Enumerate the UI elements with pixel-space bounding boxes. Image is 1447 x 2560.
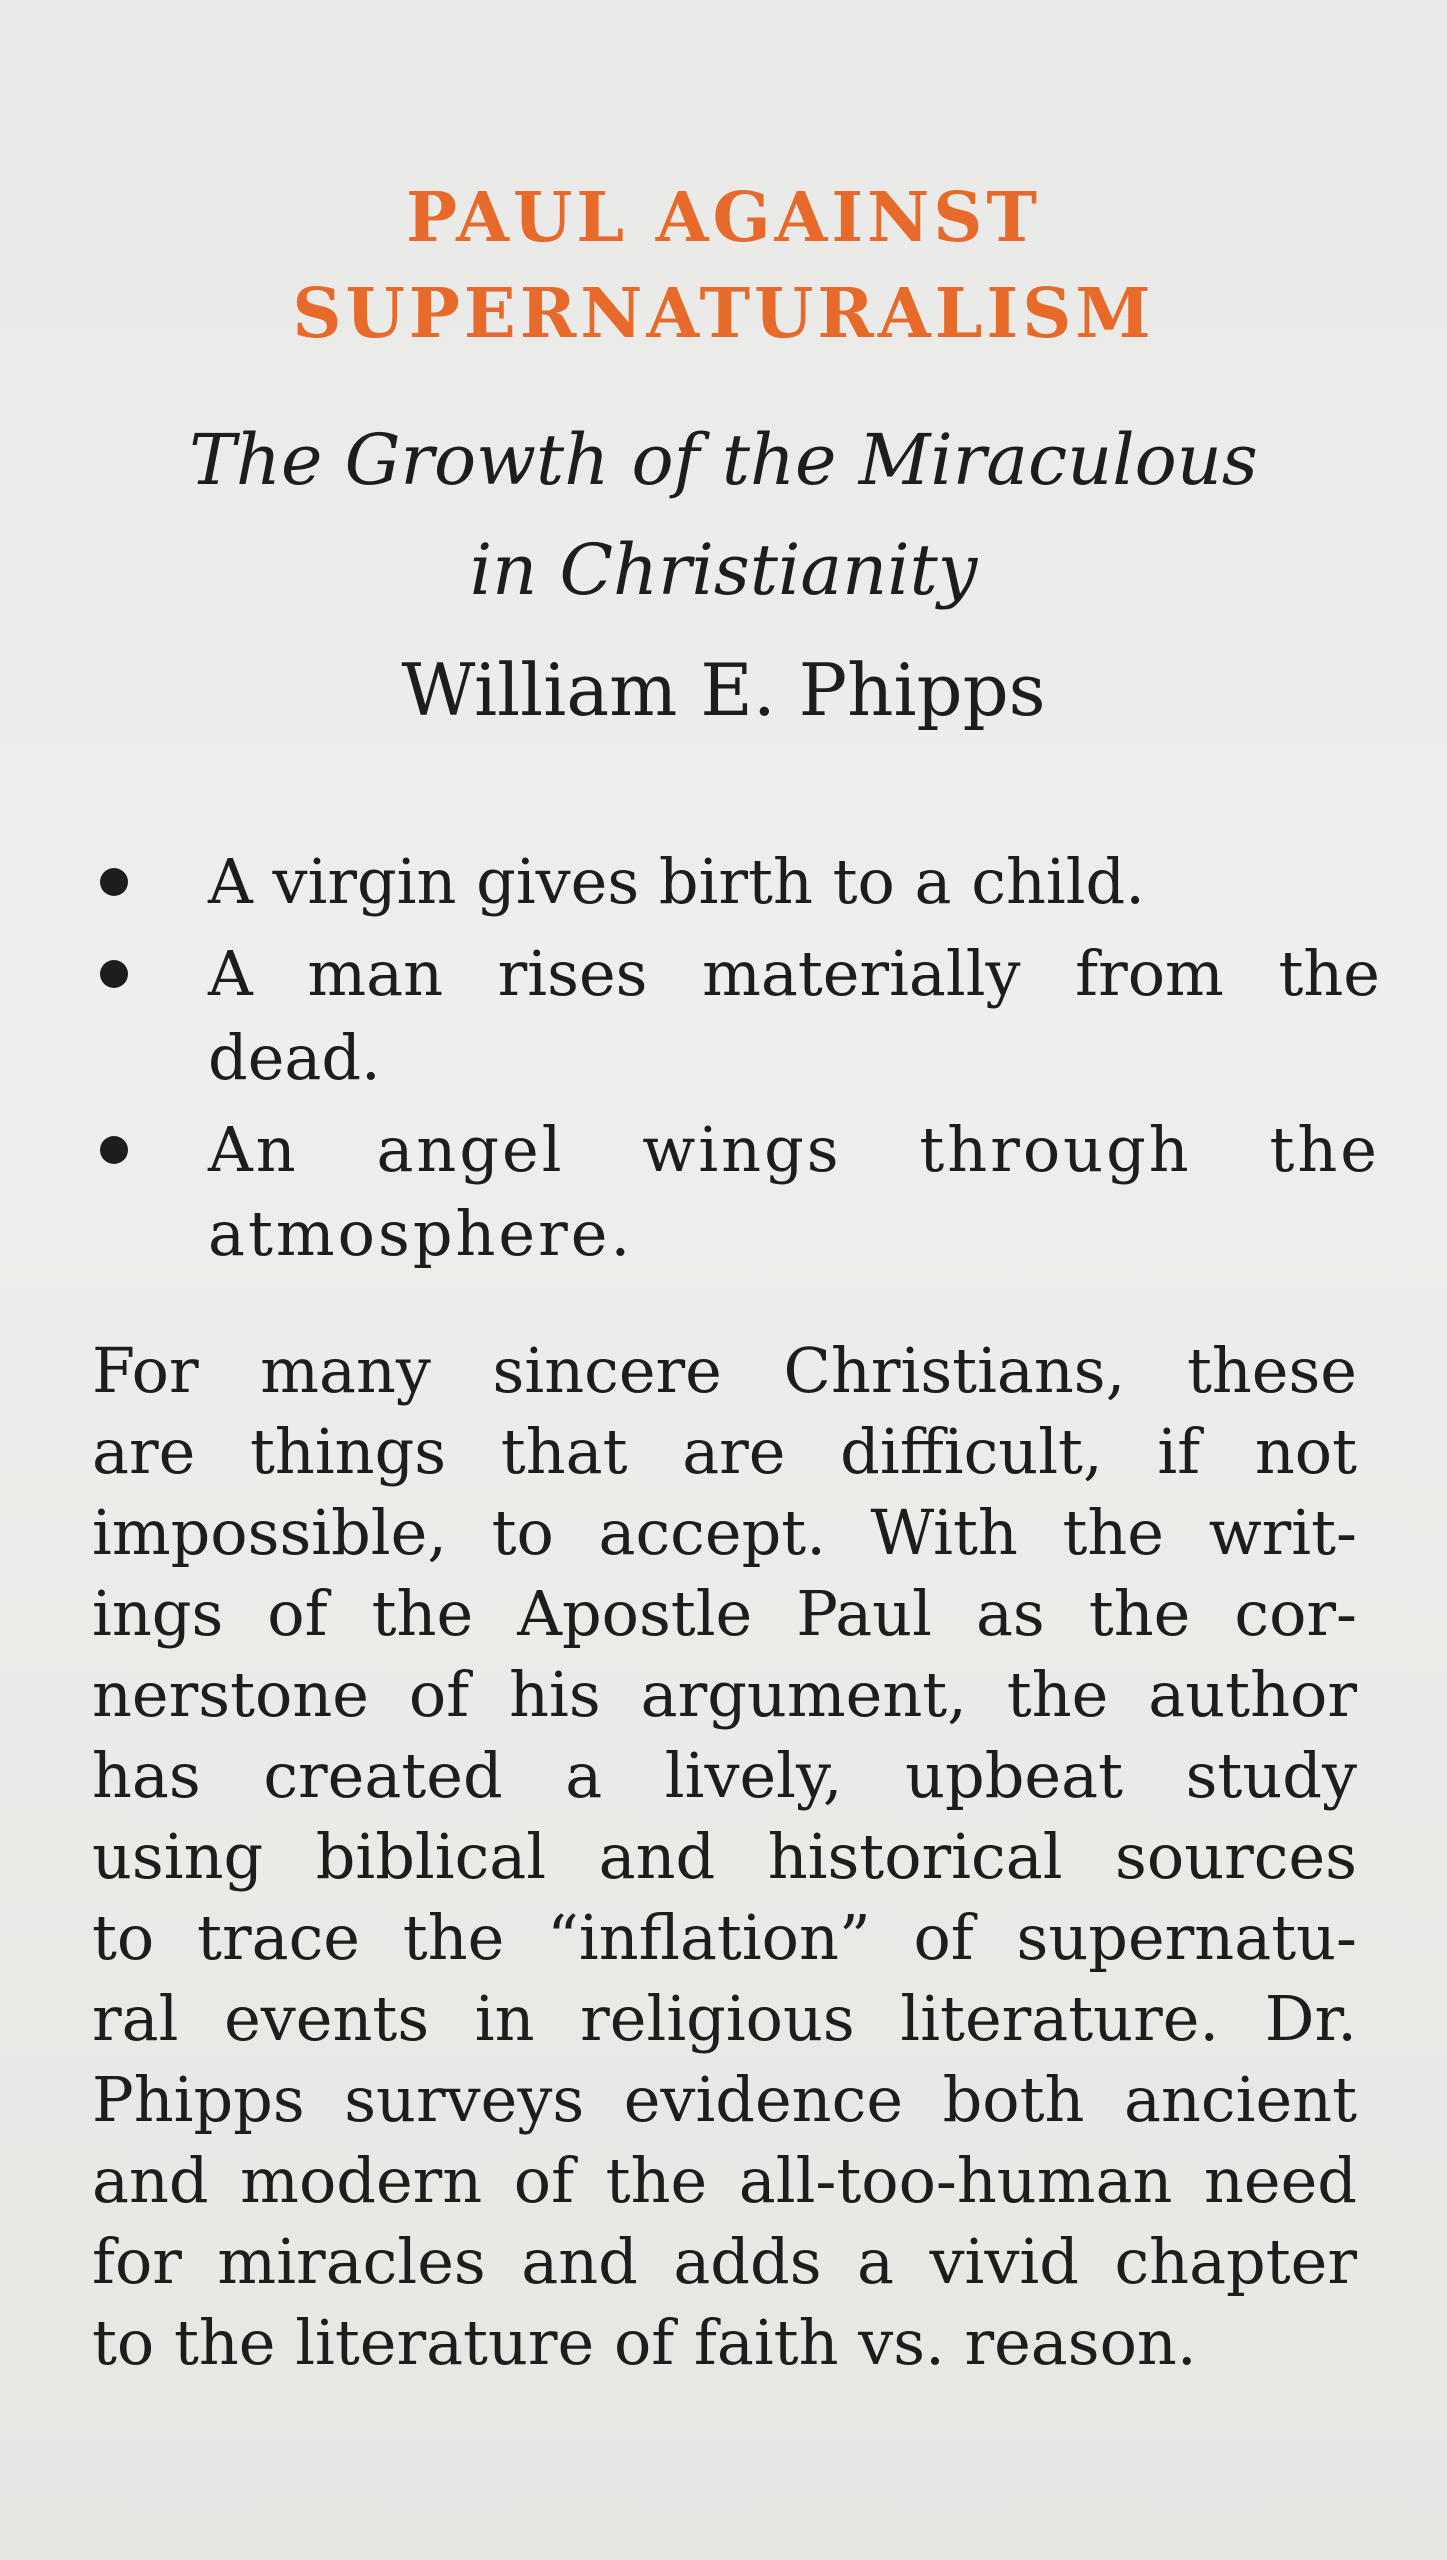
description-line: are things that are difficult, if not: [92, 1415, 1357, 1488]
bullet-icon: [100, 960, 128, 988]
subtitle-line-1: The Growth of the Miraculous: [189, 419, 1258, 501]
description-line: ings of the Apostle Paul as the cor-: [92, 1577, 1357, 1650]
description-line: to trace the “inflation” of supernatu-: [92, 1901, 1357, 1974]
bullet-item: [90, 1108, 1380, 1276]
subtitle-line-2: in Christianity: [469, 529, 978, 611]
book-title: [0, 170, 1447, 362]
bullet-icon: [100, 868, 128, 896]
description-line: for miracles and adds a vivid chapter: [92, 2225, 1357, 2298]
description-line: using biblical and historical sources: [92, 1820, 1357, 1893]
description-line: impossible, to accept. With the writ-: [92, 1496, 1357, 1569]
description-line: ral events in religious literature. Dr.: [92, 1982, 1357, 2055]
description-line: has created a lively, upbeat study: [92, 1739, 1357, 1812]
description-line: and modern of the all-too-human need: [92, 2144, 1357, 2217]
bullet-item: [90, 932, 1380, 1100]
title-line-2: SUPERNATURALISM: [292, 274, 1155, 354]
book-subtitle: [0, 405, 1447, 625]
title-line-1: PAUL AGAINST: [406, 178, 1041, 258]
description-paragraph: [92, 1330, 1357, 2383]
bullet-icon: [100, 1136, 128, 1164]
bullet-item: [90, 840, 1380, 924]
description-line: For many sincere Christians, these: [92, 1334, 1357, 1407]
bullet-text: An angel wings through the atmosphere.: [208, 1113, 1380, 1270]
description-line: Phipps surveys evidence both ancient: [92, 2063, 1357, 2136]
bullet-list: [90, 840, 1380, 1284]
bullet-text: A virgin gives birth to a child.: [208, 845, 1145, 918]
author-name: William E. Phipps: [401, 648, 1046, 732]
bullet-text: A man rises materially from the dead.: [208, 937, 1380, 1094]
description-line: to the literature of faith vs. reason.: [92, 2306, 1197, 2379]
description-line: nerstone of his argument, the author: [92, 1658, 1357, 1731]
